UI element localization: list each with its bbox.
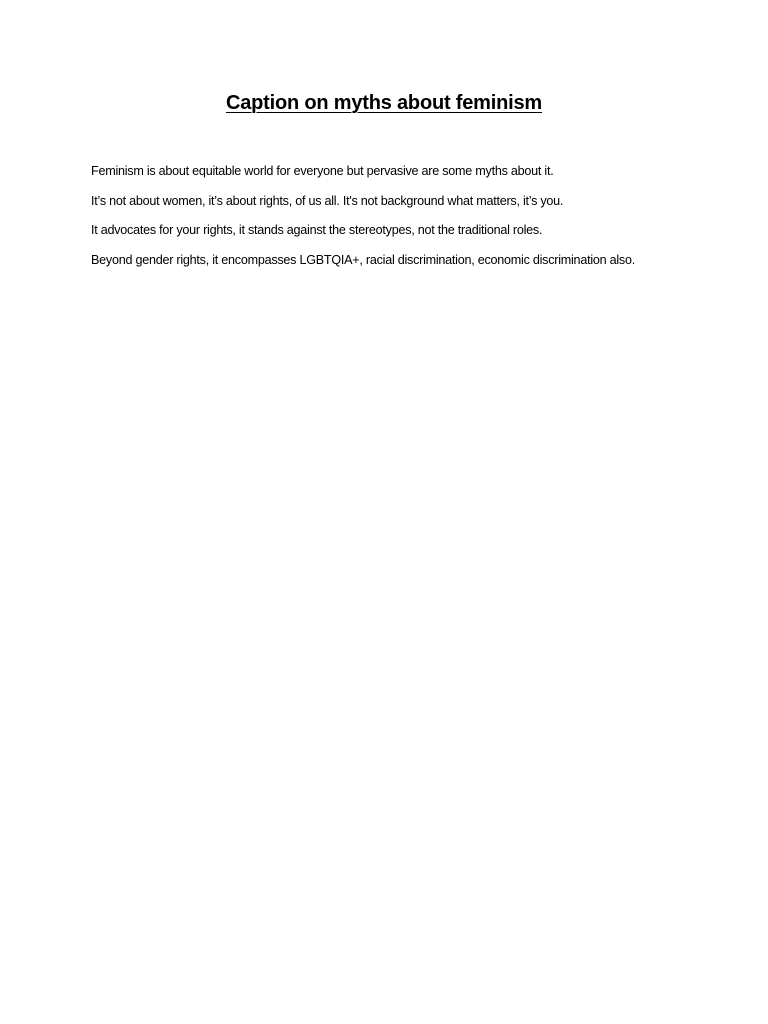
paragraph: Beyond gender rights, it encompasses LGBTQIA+, racial discrimination, economic discrimination also. [91,252,635,267]
paragraph: Feminism is about equitable world for everyone but pervasive are some myths about it. [91,164,554,178]
document-title [0,92,768,115]
paragraph: It’s not about women, it’s about rights, of us all. It's not background what matters, it’s you. [91,193,564,208]
document-title-text: Caption on myths about feminism [225,92,543,114]
document-body [91,162,751,280]
paragraph: It advocates for your rights, it stands against the stereotypes, not the traditional roles. [91,223,543,237]
